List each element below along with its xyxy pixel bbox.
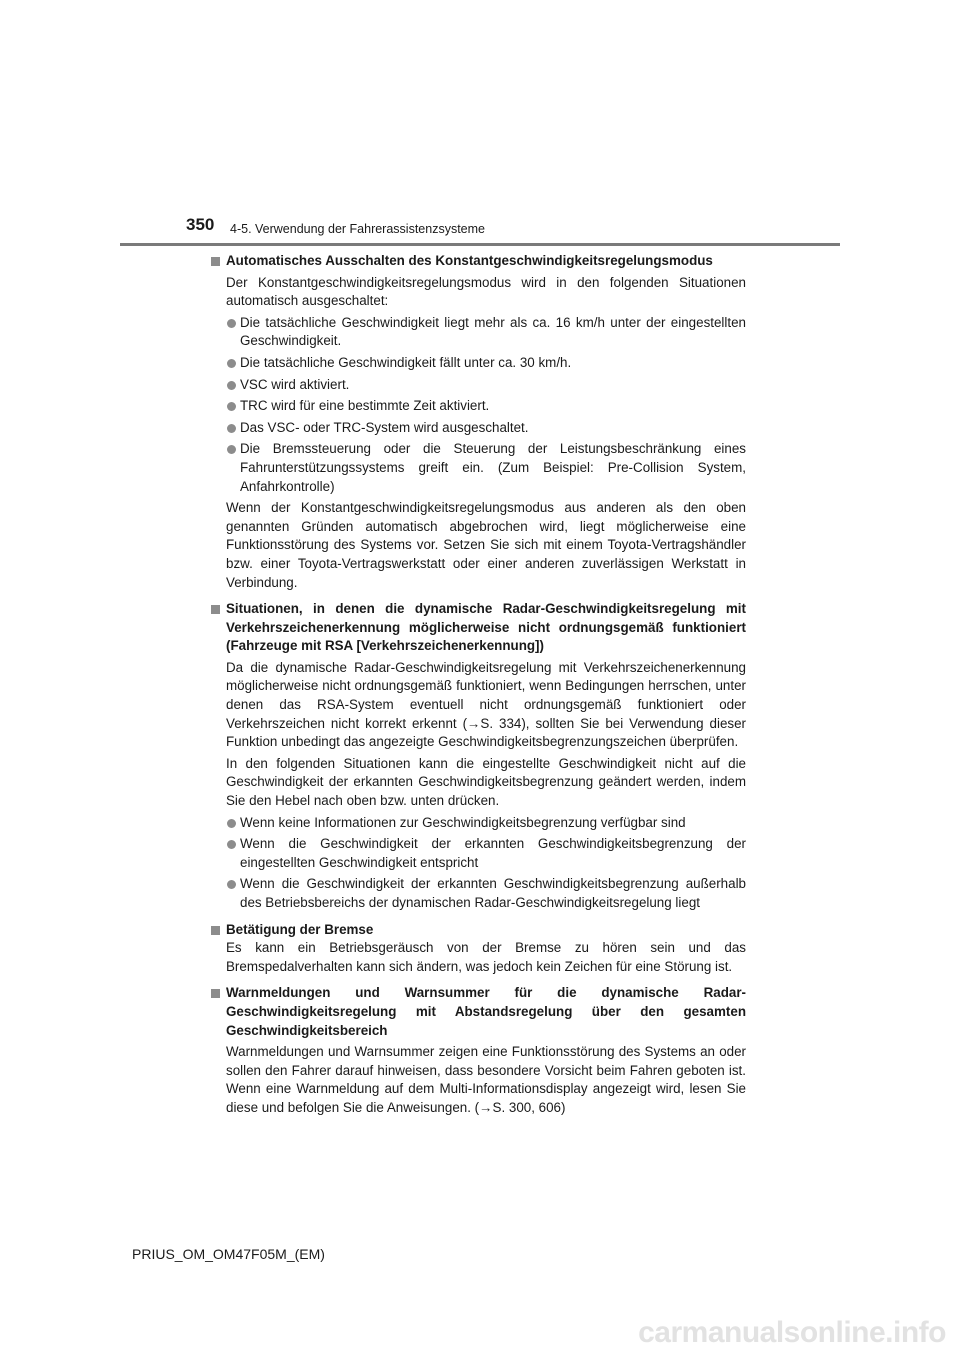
list-item-text: Die tatsächliche Geschwindigkeit fällt unter ca. 30 km/h. — [240, 354, 572, 370]
circle-bullet-icon — [227, 402, 236, 411]
square-bullet-icon — [211, 989, 220, 998]
section-heading — [210, 921, 746, 940]
list-item — [210, 397, 746, 416]
section-heading — [210, 984, 746, 1040]
circle-bullet-icon — [227, 880, 236, 889]
paragraph: Da die dynamische Radar-Geschwindigkeitsregelung mit Verkehrszeichenerkennung möglicherweise nicht ordnungsgemäß funktioniert, wenn Bedingungen herrschen, unter denen das RSA-System eventuell nicht ordnungsgemäß funktioniert oder Verkehrszeichen nicht korrekt erkennt (→S. 334), sollten Sie bei Verwendung dieser Funktion unbedingt das angezeigte Geschwindigkeitsbegrenzungszeichen überprüfen. — [226, 659, 746, 750]
paragraph: Der Konstantgeschwindigkeitsregelungsmodus wird in den folgenden Situationen automatisch ausgeschaltet: — [226, 274, 746, 309]
square-bullet-icon — [211, 605, 220, 614]
square-bullet-icon — [211, 257, 220, 266]
paragraph: Warnmeldungen und Warnsummer zeigen eine Funktionsstörung des Systems an oder sollen den Fahrer darauf hinweisen, dass besondere Vorsicht beim Fahren geboten ist. Wenn eine Warnmeldung auf dem Multi-Informationsdisplay angezeigt wird, lesen Sie diese und befolgen Sie die Anweisungen. (→S. 300, 606) — [226, 1044, 746, 1115]
circle-bullet-icon — [227, 445, 236, 454]
section-heading — [210, 252, 746, 271]
list-item — [210, 376, 746, 395]
list-item-text: Wenn die Geschwindigkeit der erkannten Geschwindigkeitsbegrenzung der eingestellten Geschwindigkeit entspricht — [240, 836, 746, 870]
circle-bullet-icon — [227, 319, 236, 328]
section-heading — [210, 600, 746, 656]
list-item-text: Die Bremssteuerung oder die Steuerung der Leistungsbeschränkung eines Fahrunterstützungssystems greift ein. (Zum Beispiel: Pre-Collision System, Anfahrkontrolle) — [240, 441, 746, 494]
list-item-text: Wenn keine Informationen zur Geschwindigkeitsbegrenzung verfügbar sind — [240, 814, 686, 830]
circle-bullet-icon — [227, 359, 236, 368]
document-code: PRIUS_OM_OM47F05M_(EM) — [132, 1246, 325, 1262]
heading-text: Automatisches Ausschalten des Konstantgeschwindigkeitsregelungsmodus — [226, 253, 713, 268]
list-item-text: Wenn die Geschwindigkeit der erkannten Geschwindigkeitsbegrenzung außerhalb des Betriebsbereichs der dynamischen Radar-Geschwindigkeitsregelung liegt — [240, 876, 746, 910]
header-rule — [120, 243, 840, 246]
list-item — [210, 419, 746, 438]
list-item — [210, 354, 746, 373]
page-number: 350 — [186, 215, 215, 234]
section-title: 4-5. Verwendung der Fahrerassistenzsysteme — [230, 222, 485, 236]
list-item-text: Die tatsächliche Geschwindigkeit liegt mehr als ca. 16 km/h unter der eingestellten Geschwindigkeit. — [240, 314, 746, 349]
paragraph: Es kann ein Betriebsgeräusch von der Bremse zu hören sein und das Bremspedalverhalten kann sich ändern, was jedoch kein Zeichen für eine Störung ist. — [226, 940, 746, 974]
list-item-text: VSC wird aktiviert. — [240, 376, 350, 392]
circle-bullet-icon — [227, 381, 236, 390]
list-item — [210, 440, 746, 496]
list-item-text: Das VSC- oder TRC-System wird ausgeschaltet. — [240, 419, 529, 435]
list-item — [210, 814, 746, 833]
watermark-logo: carmanualsonline.info — [638, 1316, 946, 1349]
circle-bullet-icon — [227, 819, 236, 828]
list-item-text: TRC wird für eine bestimmte Zeit aktiviert. — [240, 398, 490, 414]
list-item — [210, 875, 746, 912]
circle-bullet-icon — [227, 840, 236, 849]
circle-bullet-icon — [227, 424, 236, 433]
paragraph: In den folgenden Situationen kann die eingestellte Geschwindigkeit nicht auf die Geschwindigkeit der erkannten Geschwindigkeitsbegrenzung geändert werden, indem Sie den Hebel nach oben bzw. unten drücken. — [226, 755, 746, 809]
square-bullet-icon — [211, 926, 220, 935]
paragraph: Wenn der Konstantgeschwindigkeitsregelungsmodus aus anderen als den oben genannten Gründen automatisch abgebrochen wird, liegt möglicherweise eine Funktionsstörung des Systems vor. Setzen Sie sich mit einem Toyota-Vertragshändler bzw. einer Toyota-Vertragswerkstatt oder einer anderen zuverlässigen Werkstatt in Verbindung. — [226, 500, 746, 590]
heading-text: Situationen, in denen die dynamische Radar-Geschwindigkeitsregelung mit Verkehrszeichenerkennung möglicherweise nicht ordnungsgemäß funktioniert (Fahrzeuge mit RSA [Verkehrszeichenerkennung]) — [226, 601, 746, 654]
heading-text: Warnmeldungen und Warnsummer für die dynamische Radar-Geschwindigkeitsregelung mit Abstandsregelung über den gesamten Geschwindigkeitsbereich — [226, 985, 746, 1038]
list-item — [210, 835, 746, 872]
heading-text: Betätigung der Bremse — [226, 921, 374, 937]
content — [210, 252, 746, 1118]
list-item — [210, 314, 746, 351]
